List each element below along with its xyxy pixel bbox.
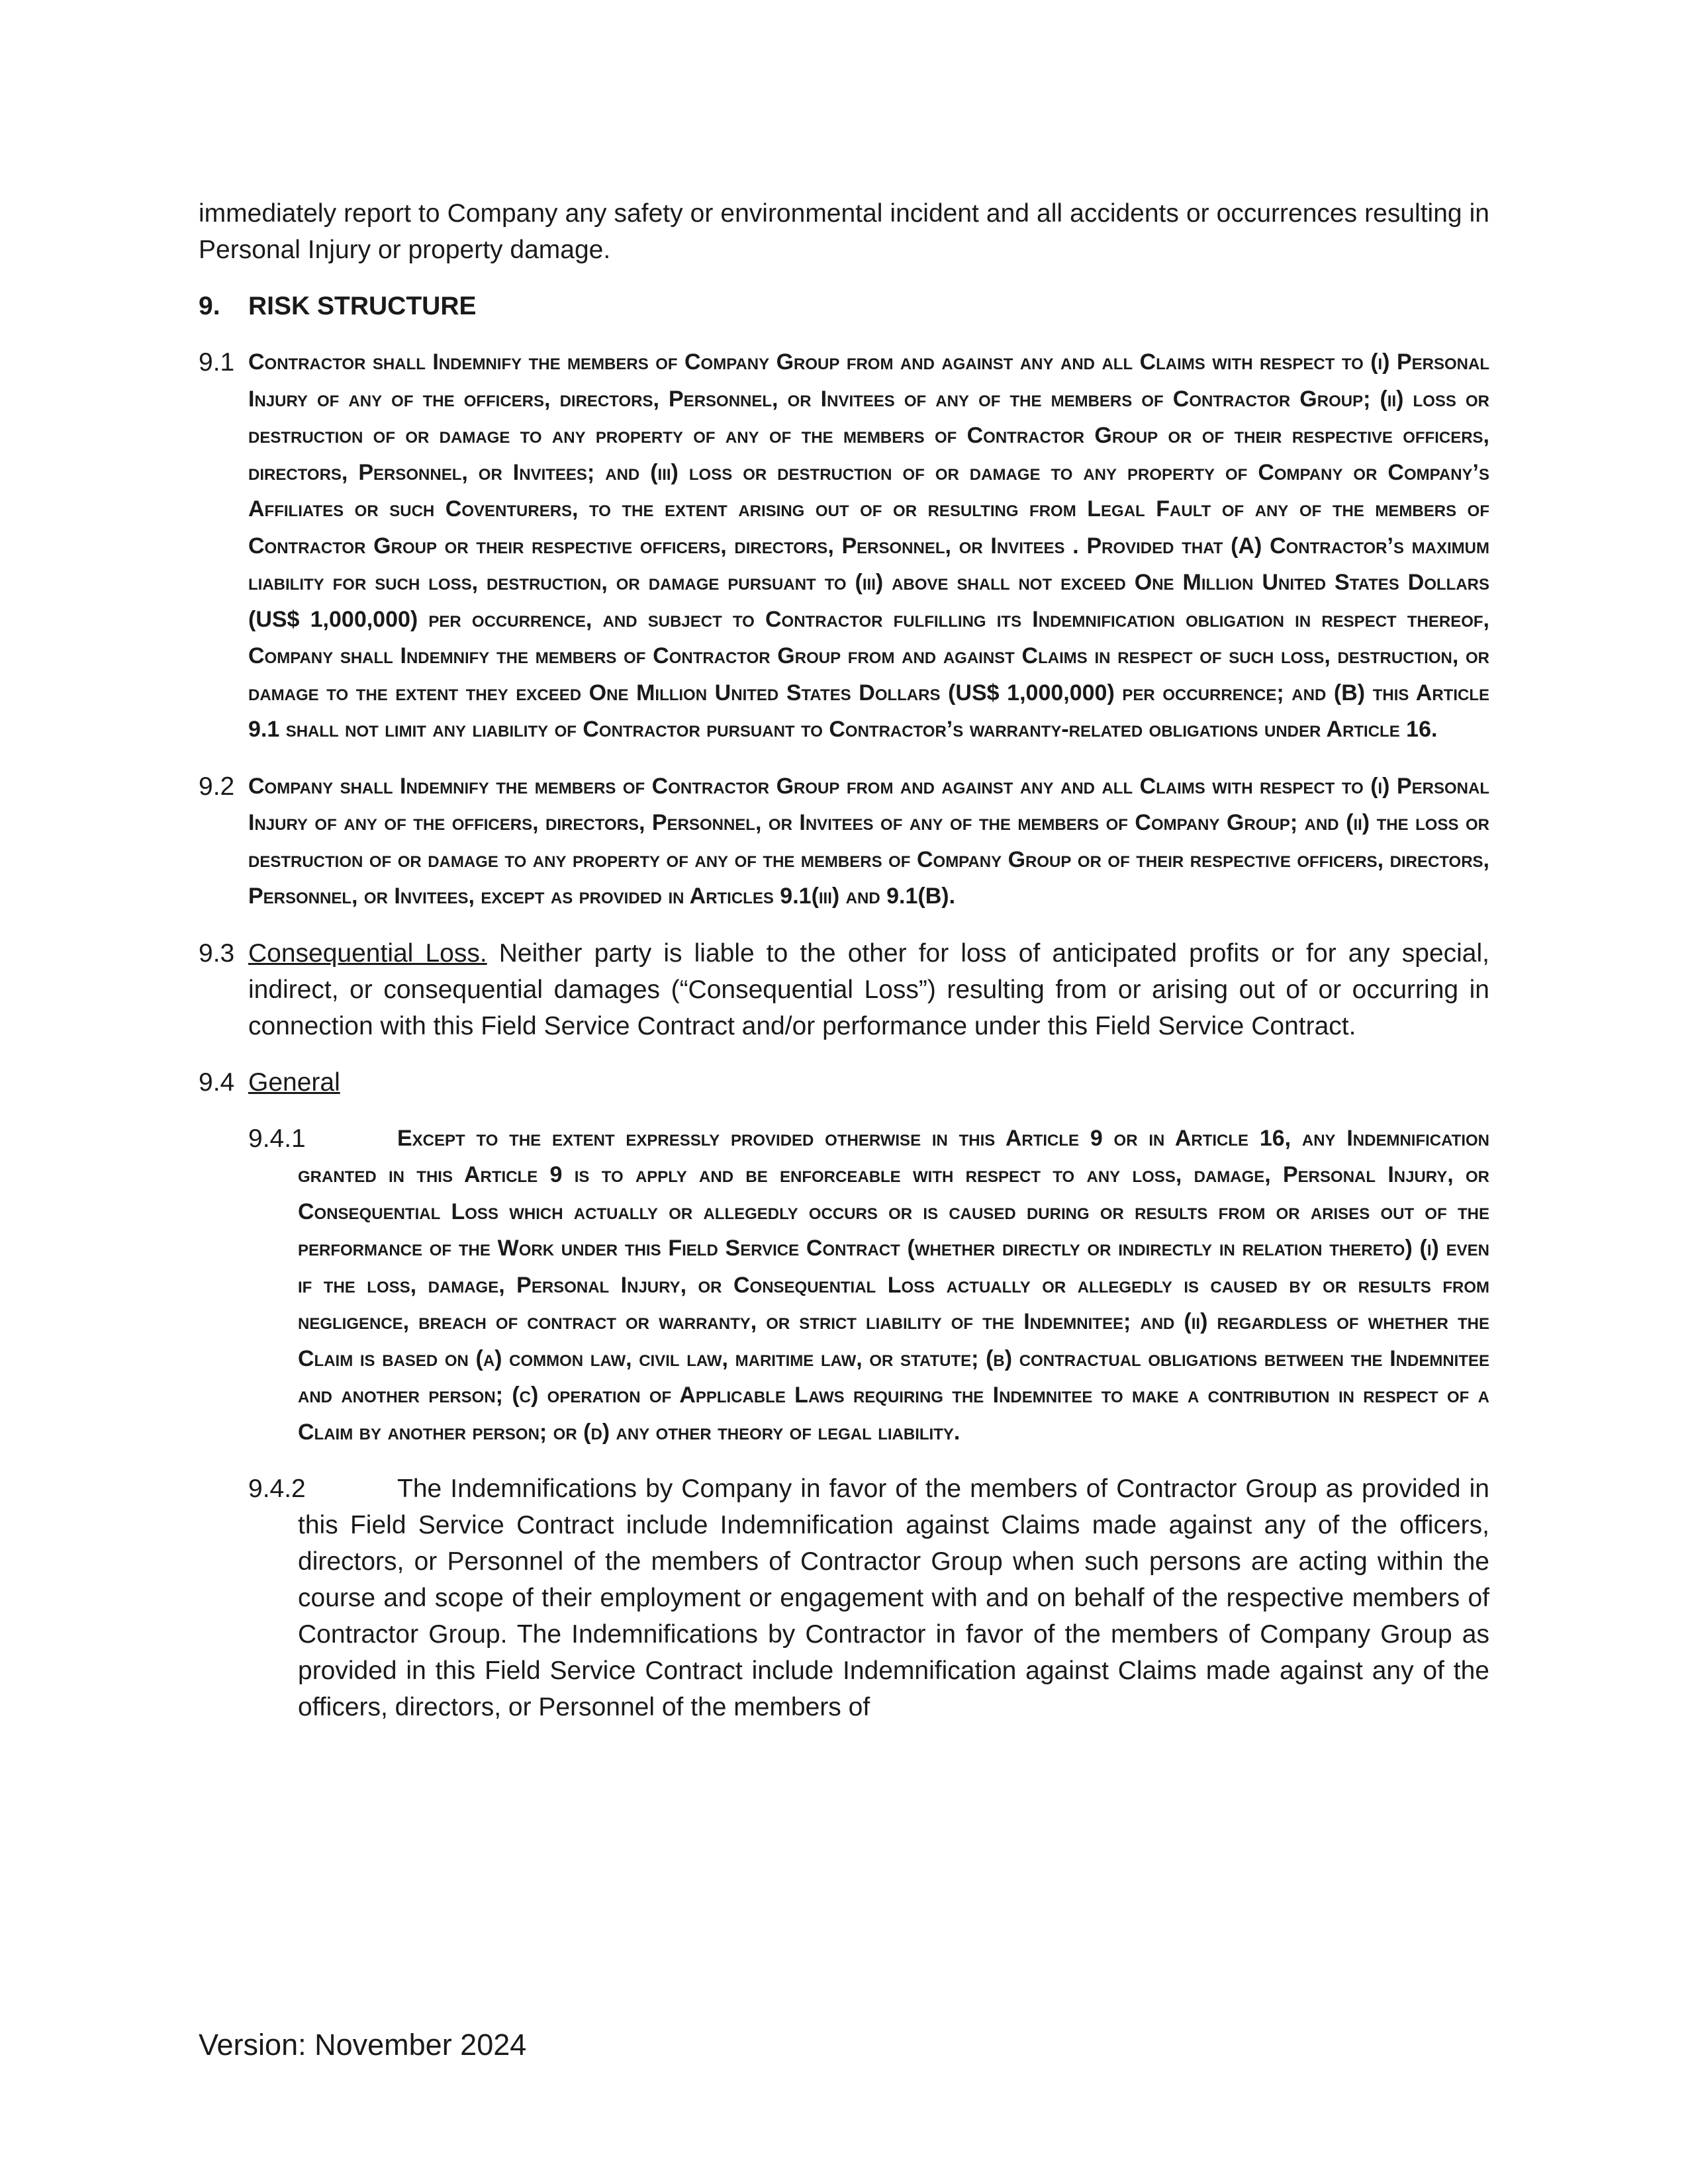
clause-9-1 [199,344,1489,749]
section-number: 9. [199,292,220,320]
clause-number: 9.2 [199,772,235,801]
subclause-text: Except to the extent expressly provided otherwise in this Article 9 or in Article 16, any Indemnification granted in this Article 9 is to apply and be enforceable with respect to any loss, damage, Personal Injury, or Consequential Loss which actually or allegedly occurs or is caused during or results from or arises out of the performance of the Work under this Field Service Contract (whether directly or indirectly in relation thereto) (i) even if the loss, damage, Personal Injury, or Consequential Loss actually or allegedly is caused by or results from negligence, breach of contract or warranty, or strict liability of the Indemnitee; and (ii) regardless of whether the Claim is based on (a) common law, civil law, maritime law, or statute; (b) contractual obligations between the Indemnitee and another person; (c) operation of Applicable Laws requiring the Indemnitee to make a contribution in respect of a Claim by another person; or (d) any other theory of legal liability. [298,1125,1489,1445]
clause-heading: Consequential Loss. [248,938,487,968]
clause-9-3 [199,935,1489,1044]
subclause-9-4-1 [199,1120,1489,1451]
clause-text: Contractor shall Indemnify the members of Company Group from and against any and all Claims with respect to (i) Personal Injury of any of the officers, directors, Personnel, or Invitees of any of the members of Contractor Group; (ii) loss or destruction of or damage to any property of any of the members of Contractor Group or of their respective officers, directors, Personnel, or Invitees; and (iii) loss or destruction of or damage to any property of Company or Company’s Affiliates or such Coventurers, to the extent arising out of or resulting from Legal Fault of any of the members of Contractor Group or their respective officers, directors, Personnel, or Invitees . Provided that (A) Contractor’s maximum liability for such loss, destruction, or damage pursuant to (iii) above shall not exceed One Million United States Dollars (US$ 1,000,000) per occurrence, and subject to Contractor fulfilling its Indemnification obligation in respect thereof, Company shall Indemnify the members of Contractor Group from and against Claims in respect of such loss, destruction, or damage to the extent they exceed One Million United States Dollars (US$ 1,000,000) per occurrence; and (B) this Article 9.1 shall not limit any liability of Contractor pursuant to Contractor’s warranty-related obligations under Article 16. [248,349,1489,742]
section-heading [199,288,1489,324]
subclause-number: 9.4.2 [248,1475,306,1503]
intro-paragraph: immediately report to Company any safety or environmental incident and all accidents or occurrences resulting in Personal Injury or property damage. [199,199,1489,264]
clause-9-4 [199,1064,1489,1101]
clause-9-2 [199,768,1489,915]
clause-text: Company shall Indemnify the members of Contractor Group from and against any and all Claims with respect to (i) Personal Injury of any of the officers, directors, Personnel, or Invitees of any of the members of Company Group; and (ii) the loss or destruction of or damage to any property of any of the members of Company Group or of their respective officers, directors, Personnel, or Invitees, except as provided in Articles 9.1(iii) and 9.1(B). [248,773,1489,909]
subclause-body [298,1471,1489,1725]
document-page [199,195,1489,1745]
subclause-body [298,1120,1489,1451]
subclause-9-4-2 [199,1471,1489,1725]
clause-body [248,935,1489,1044]
section-title: RISK STRUCTURE [248,292,477,320]
subclause-number: 9.4.1 [248,1124,306,1153]
clause-body [248,1064,1489,1101]
subclause-text: The Indemnifications by Company in favor of the members of Contractor Group as provided in this Field Service Contract include Indemnification against Claims made against any of the officers, directors, or Personnel of the members of Contractor Group when such persons are acting within the course and scope of their employment or engagement with and on behalf of the respective members of Contractor Group. The Indemnifications by Contractor in favor of the members of Company Group as provided in this Field Service Contract include Indemnification against Claims made against any of the officers, directors, or Personnel of the members of [298,1475,1489,1721]
clause-number: 9.3 [199,938,235,968]
clause-number: 9.4 [199,1068,235,1097]
clause-number: 9.1 [199,348,235,377]
clause-text: Neither party is liable to the other for loss of anticipated profits or for any special, indirect, or consequential damages (“Consequential Loss”) resulting from or arising out of or occurring in connection with this Field Service Contract and/or performance under this Field Service Contract. [248,938,1489,1040]
clause-heading: General [248,1068,340,1097]
footer-version: Version: November 2024 [199,2028,527,2062]
